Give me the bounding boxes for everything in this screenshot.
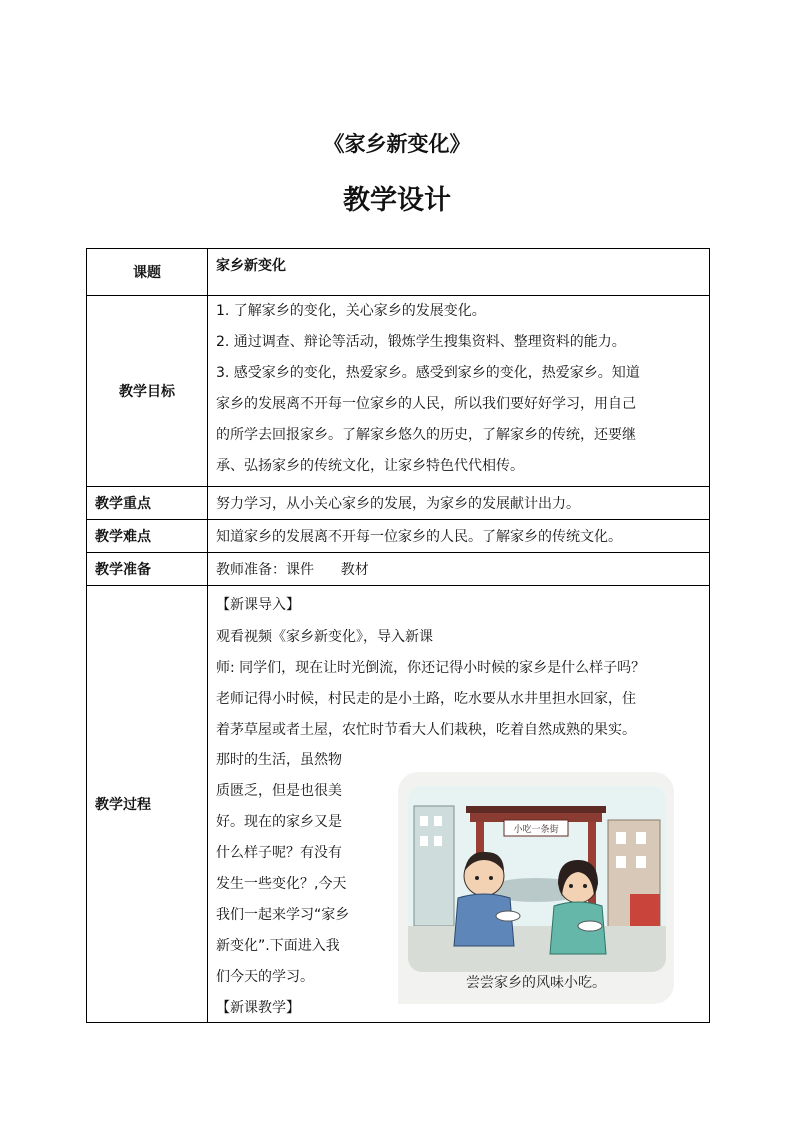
goals-label: 教学目标 <box>87 296 208 487</box>
goal-line: 家乡的发展离不开每一位家乡的人民，所以我们要好好学习，用自己 <box>216 396 636 412</box>
table-row-difficulty <box>87 520 710 553</box>
key-points-value: 努力学习，从小关心家乡的发展，为家乡的发展献计出力。 <box>208 487 710 520</box>
difficulty-value: 知道家乡的发展离不开每一位家乡的人民。了解家乡的传统文化。 <box>208 520 710 553</box>
process-line: 【新课导入】 <box>216 597 300 613</box>
difficulty-label: 教学难点 <box>87 520 208 553</box>
illustration-drawing <box>408 786 666 972</box>
street-snack-illustration <box>408 786 666 972</box>
key-points-label: 教学重点 <box>87 487 208 520</box>
document-subtitle: 教学设计 <box>343 185 451 216</box>
topic-label: 课题 <box>87 249 208 296</box>
process-line: 发生一些变化？,今天 <box>216 876 347 892</box>
goal-line: 的所学去回报家乡。了解家乡悠久的历史，了解家乡的传统，还要继 <box>216 427 636 443</box>
process-line: 们今天的学习。 <box>216 969 314 985</box>
illustration-caption: 尝尝家乡的风味小吃。 <box>466 975 606 991</box>
process-line: 我们一起来学习“家乡 <box>216 907 350 923</box>
archway-sign-text: 小吃一条街 <box>513 825 559 835</box>
goal-line: 承、弘扬家乡的传统文化，让家乡特色代代相传。 <box>216 458 524 474</box>
process-line: 新变化”.下面进入我 <box>216 938 340 954</box>
process-line: 质匮乏，但是也很美 <box>216 783 342 799</box>
process-line: 那时的生活，虽然物 <box>216 752 342 768</box>
illustration-card <box>398 772 674 1004</box>
process-line: 着茅草屋或者土屋，农忙时节看大人们栽秧，吃着自然成熟的果实。 <box>216 722 636 738</box>
process-label: 教学过程 <box>87 586 208 1023</box>
table-row-key-points <box>87 487 710 520</box>
process-line: 观看视频《家乡新变化》，导入新课 <box>216 629 433 645</box>
process-line: 什么样子呢？有没有 <box>216 845 342 861</box>
table-row-goals <box>87 296 710 487</box>
goal-line: 3. 感受家乡的变化，热爱家乡。感受到家乡的变化，热爱家乡。知道 <box>216 365 640 381</box>
goals-content <box>208 296 710 487</box>
process-line: 好。现在的家乡又是 <box>216 814 342 830</box>
topic-value: 家乡新变化 <box>208 249 710 296</box>
table-row-topic <box>87 249 710 296</box>
document-title: 《家乡新变化》 <box>323 132 471 156</box>
preparation-label: 教学准备 <box>87 553 208 586</box>
process-line: 老师记得小时候，村民走的是小土路，吃水要从水井里担水回家，住 <box>216 691 636 707</box>
goal-line: 1. 了解家乡的变化，关心家乡的发展变化。 <box>216 303 486 319</box>
goal-line: 2. 通过调查、辩论等活动，锻炼学生搜集资料、整理资料的能力。 <box>216 334 626 350</box>
preparation-value: 教师准备：课件 教材 <box>208 553 710 586</box>
process-line: 师: 同学们，现在让时光倒流，你还记得小时候的家乡是什么样子吗？ <box>216 660 646 676</box>
table-row-preparation <box>87 553 710 586</box>
process-line: 【新课教学】 <box>216 1000 300 1016</box>
